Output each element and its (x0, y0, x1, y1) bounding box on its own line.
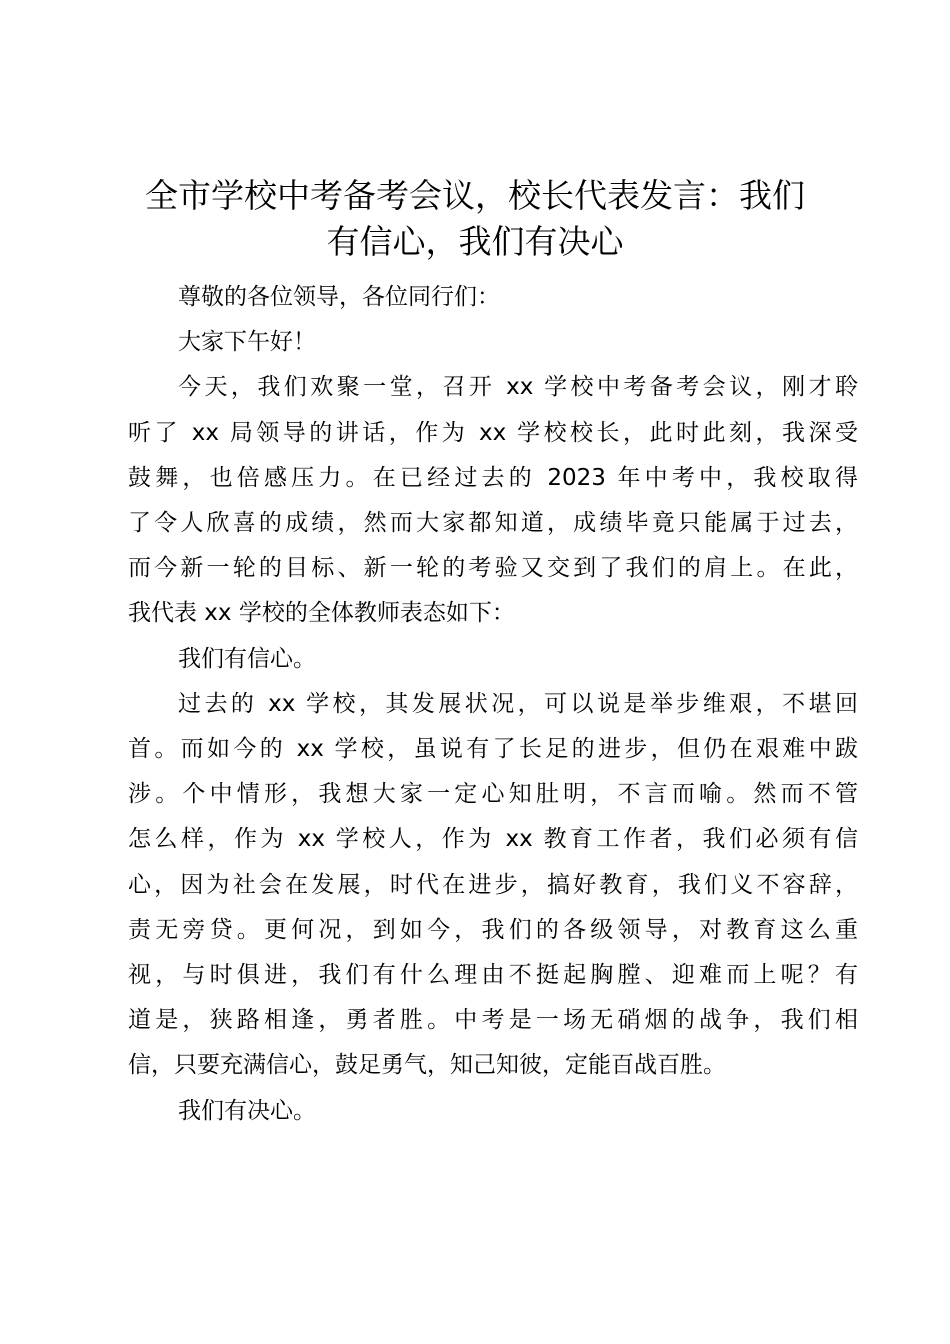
paragraph-line: 过去的 xx 学校，其发展状况，可以说是举步维艰，不堪回 (178, 690, 858, 717)
paragraph-line: 责无旁贷。更何况，到如今，我们的各级领导，对教育这么重 (128, 916, 858, 943)
paragraph-line: 鼓舞，也倍感压力。在已经过去的 2023 年中考中，我校取得 (128, 464, 858, 491)
paragraph-line: 大家下午好！ (178, 329, 316, 356)
paragraph-line: 而今新一轮的目标、新一轮的考验又交到了我们的肩上。在此， (128, 555, 858, 582)
document-title (110, 173, 840, 265)
paragraph-line: 首。而如今的 xx 学校，虽说有了长足的进步，但仍在艰难中跋 (128, 736, 858, 762)
paragraph-line: 今天，我们欢聚一堂，召开 xx 学校中考备考会议，刚才聆 (178, 374, 858, 401)
title-line: 全市学校中考备考会议，校长代表发言：我们 (145, 176, 805, 215)
paragraph-line: 我们有决心。 (178, 1097, 316, 1124)
paragraph-line: 信，只要充满信心，鼓足勇气，知己知彼，定能百战百胜。 (128, 1052, 726, 1079)
title-line: 有信心，我们有决心 (326, 222, 624, 261)
paragraph-line: 听了 xx 局领导的讲话，作为 xx 学校校长，此时此刻，我深受 (128, 419, 858, 446)
paragraph-line: 视，与时俱进，我们有什么理由不挺起胸膛、迎难而上呢？有 (128, 962, 858, 988)
paragraph-line: 涉。个中情形，我想大家一定心知肚明，不言而喻。然而不管 (128, 781, 858, 808)
paragraph-line: 道是，狭路相逢，勇者胜。中考是一场无硝烟的战争，我们相 (128, 1007, 858, 1034)
paragraph-line: 心，因为社会在发展，时代在进步，搞好教育，我们义不容辞， (128, 871, 858, 898)
paragraph-line: 怎么样，作为 xx 学校人，作为 xx 教育工作者，我们必须有信 (128, 826, 858, 853)
paragraph-line: 我们有信心。 (178, 645, 316, 672)
paragraph-line: 我代表 xx 学校的全体教师表态如下： (128, 600, 515, 627)
paragraph-line: 尊敬的各位领导，各位同行们： (178, 284, 500, 310)
paragraph-line: 了令人欣喜的成绩，然而大家都知道，成绩毕竟只能属于过去， (128, 510, 858, 536)
